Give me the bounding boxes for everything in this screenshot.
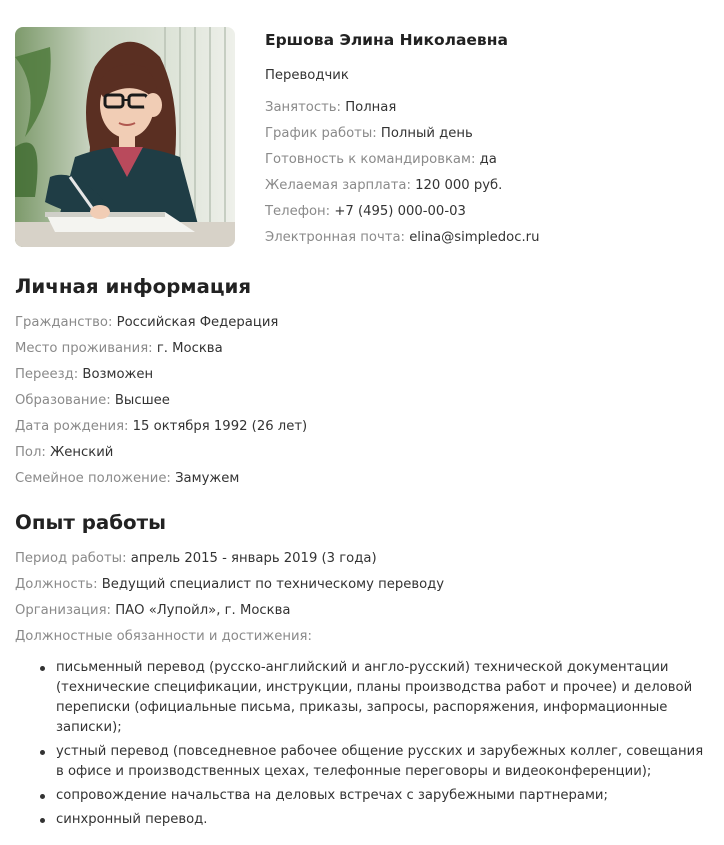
field-employment: Занятость: Полная — [265, 100, 397, 115]
candidate-position: Переводчик — [265, 68, 349, 83]
list-item: сопровождение начальства на деловых встречах с зарубежными партнерами; — [15, 786, 715, 806]
field-birth-date: Дата рождения: 15 октября 1992 (26 лет) — [15, 419, 308, 434]
list-item: письменный перевод (русско-английский и англо-русский) технической документации (технические спецификации, инструкции, планы производства работ и прочее) и деловой переписки (официальные письма, приказы, запросы, распоряжения, информационные записки); — [15, 658, 715, 738]
field-education: Образование: Высшее — [15, 393, 170, 408]
field-salary: Желаемая зарплата: 120 000 руб. — [265, 178, 503, 193]
experience-fields — [15, 546, 715, 650]
experience-section — [15, 513, 715, 834]
field-phone: Телефон: +7 (495) 000-00-03 — [265, 204, 466, 219]
candidate-fields — [265, 95, 715, 251]
field-business-trips: Готовность к командировкам: да — [265, 152, 497, 167]
candidate-photo — [15, 27, 235, 247]
field-citizenship: Гражданство: Российская Федерация — [15, 315, 279, 330]
list-item: синхронный перевод. — [15, 810, 715, 830]
field-organization: Организация: ПАО «Лупойл», г. Москва — [15, 603, 291, 618]
candidate-name: Ершова Элина Николаевна — [265, 31, 508, 49]
personal-info-title: Личная информация — [15, 275, 252, 298]
field-email: Электронная почта: elina@simpledoc.ru — [265, 230, 540, 245]
experience-title: Опыт работы — [15, 511, 166, 534]
personal-info-section — [15, 277, 715, 492]
field-residence: Место проживания: г. Москва — [15, 341, 223, 356]
field-job-title: Должность: Ведущий специалист по техническому переводу — [15, 577, 445, 592]
field-work-period: Период работы: апрель 2015 - январь 2019 (3 года) — [15, 551, 377, 566]
list-item: устный перевод (повседневное рабочее общение русских и зарубежных коллег, совещания в офисе и производственных цехах, телефонные переговоры и видеоконференции); — [15, 742, 715, 782]
candidate-header — [265, 28, 715, 251]
personal-fields — [15, 310, 715, 492]
field-relocation: Переезд: Возможен — [15, 367, 154, 382]
field-gender: Пол: Женский — [15, 445, 114, 460]
duties-list — [15, 658, 715, 830]
field-schedule: График работы: Полный день — [265, 126, 473, 141]
field-duties-label: Должностные обязанности и достижения: — [15, 629, 312, 644]
field-marital-status: Семейное положение: Замужем — [15, 471, 240, 486]
